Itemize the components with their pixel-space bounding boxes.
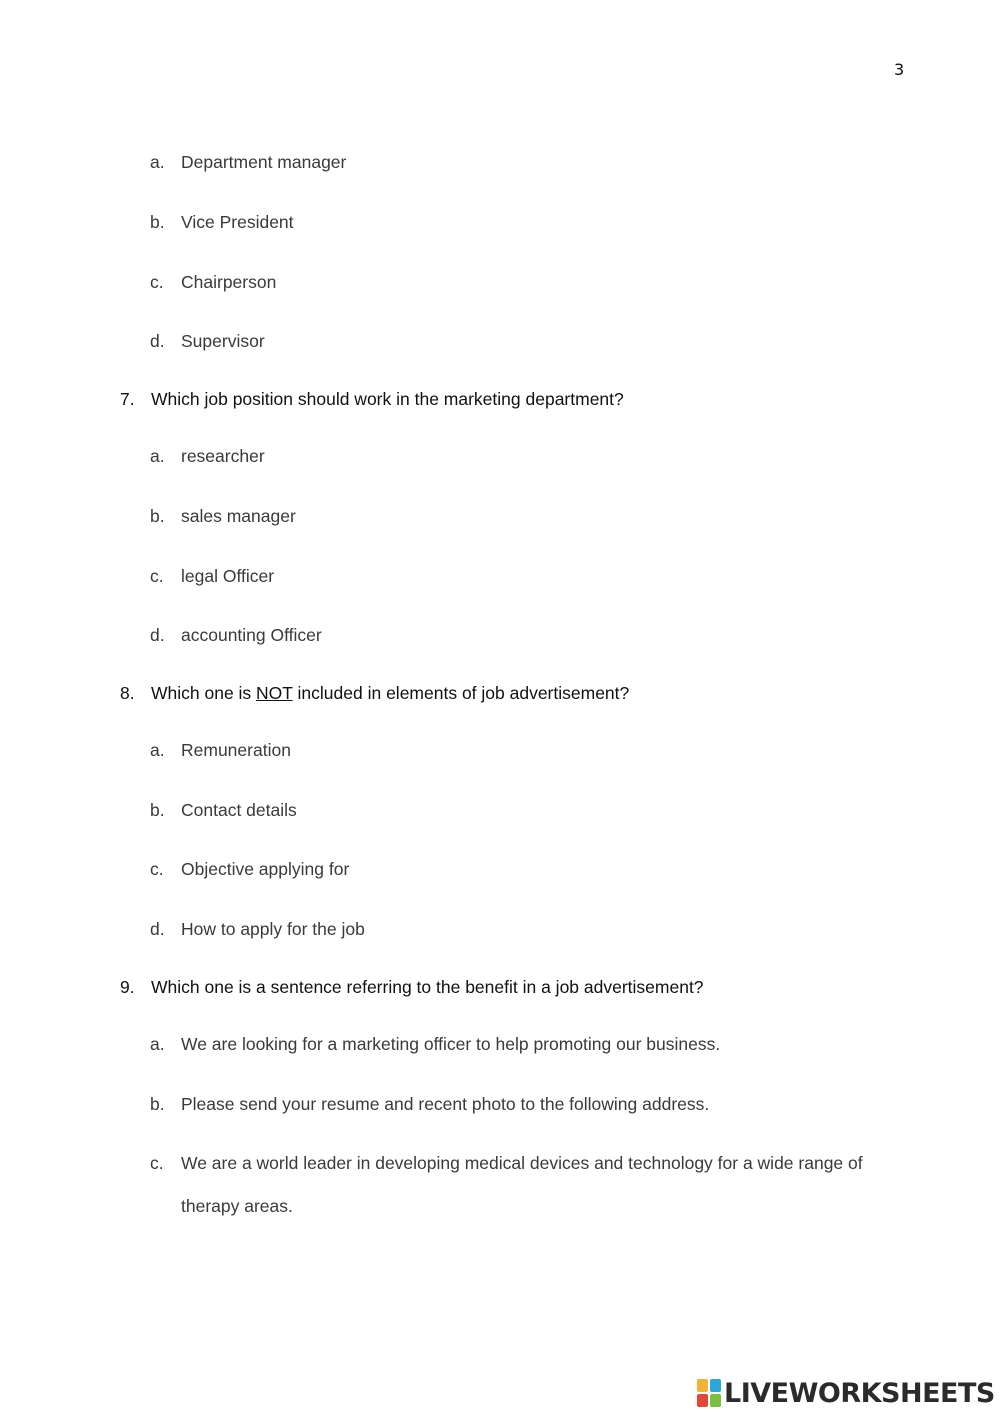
option-letter: b. [150,212,165,232]
q7-option-c[interactable] [150,565,274,587]
option-text: accounting Officer [181,625,322,645]
option-text: Objective applying for [181,859,350,879]
question-number: 8. [120,683,135,703]
option-letter: b. [150,800,165,820]
question-emphasis: NOT [256,683,293,703]
q8-option-c[interactable] [150,858,349,880]
q8-option-d[interactable] [150,918,365,940]
logo-wordmark: LIVEWORKSHEETS [724,1377,995,1409]
option-text: sales manager [181,506,296,526]
option-letter: a. [150,446,165,466]
option-letter: c. [150,566,164,586]
q9-option-c[interactable] [150,1152,863,1174]
q8-option-b[interactable] [150,799,297,821]
option-text: researcher [181,446,265,466]
liveworksheets-logo [697,1378,995,1408]
option-letter: d. [150,919,165,939]
option-text: Please send your resume and recent photo to the following address. [181,1094,710,1114]
q6-option-b[interactable] [150,211,294,233]
question-number: 9. [120,977,135,997]
question-text: Which one is a sentence referring to the benefit in a job advertisement? [151,977,704,997]
question-text: Which job position should work in the marketing department? [151,389,624,409]
page-number: 3 [894,60,905,79]
option-letter: b. [150,1094,165,1114]
q7-option-a[interactable] [150,445,265,467]
question-8 [120,682,629,704]
question-number: 7. [120,389,135,409]
q7-option-b[interactable] [150,505,296,527]
option-letter: d. [150,331,165,351]
option-text: We are looking for a marketing officer to help promoting our business. [181,1034,721,1054]
option-letter: c. [150,272,164,292]
logo-tile [697,1379,708,1392]
question-9 [120,976,704,998]
q6-option-c[interactable] [150,271,276,293]
option-letter: a. [150,1034,165,1054]
option-text: Supervisor [181,331,265,351]
option-letter: a. [150,740,165,760]
option-text: Chairperson [181,272,277,292]
logo-tile [710,1379,721,1392]
question-text-after: included in elements of job advertisement? [292,683,630,703]
option-text: legal Officer [181,566,275,586]
q6-option-a[interactable] [150,151,346,173]
option-text: Contact details [181,800,297,820]
q9-option-c-continuation: therapy areas. [181,1196,293,1216]
question-7 [120,388,624,410]
option-text: We are a world leader in developing medical devices and technology for a wide range of [181,1153,863,1173]
option-text: Remuneration [181,740,291,760]
option-letter: a. [150,152,165,172]
logo-tile [697,1394,708,1407]
option-text: How to apply for the job [181,919,365,939]
q9-option-b[interactable] [150,1093,709,1115]
q9-option-a[interactable] [150,1033,720,1055]
option-letter: d. [150,625,165,645]
q7-option-d[interactable] [150,624,322,646]
logo-tile [710,1394,721,1407]
option-text: Department manager [181,152,347,172]
question-text-before: Which one is [151,683,257,703]
option-letter: c. [150,1153,164,1173]
option-letter: c. [150,859,164,879]
option-text: Vice President [181,212,294,232]
logo-mark-icon [697,1379,721,1407]
q6-option-d[interactable] [150,330,265,352]
q8-option-a[interactable] [150,739,291,761]
option-letter: b. [150,506,165,526]
